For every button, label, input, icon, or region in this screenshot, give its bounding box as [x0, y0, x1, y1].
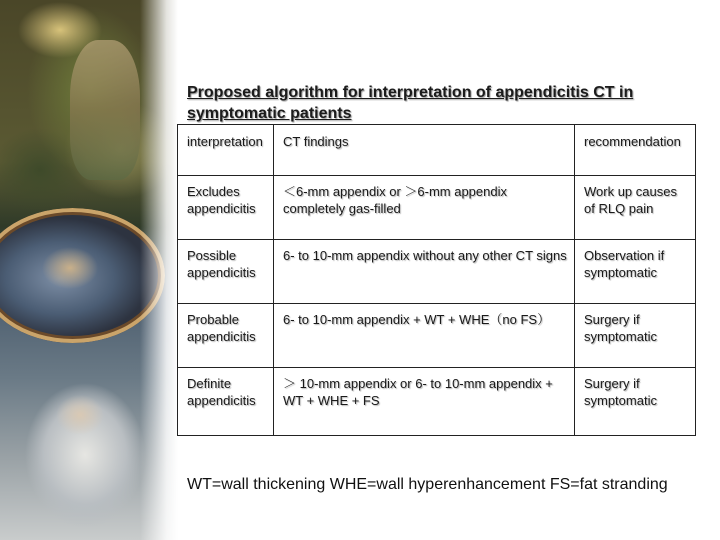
decorative-artwork [0, 0, 178, 540]
cell-ct-findings: ＞ 10-mm appendix or 6- to 10-mm appendix + WT + WHE + FS [274, 368, 575, 436]
cell-ct-findings: ＜6-mm appendix or ＞6-mm appendix completely gas-filled [274, 176, 575, 240]
cell-interpretation: Definite appendicitis [178, 368, 274, 436]
cell-recommendation: Work up causes of RLQ pain [575, 176, 696, 240]
cell-interpretation: Excludes appendicitis [178, 176, 274, 240]
cell-recommendation: Surgery if symptomatic [575, 304, 696, 368]
cell-interpretation: Possible appendicitis [178, 240, 274, 304]
algorithm-table [177, 124, 696, 436]
column-header-ct-findings: CT findings [274, 125, 575, 176]
table-row [178, 176, 696, 240]
cell-recommendation: Surgery if symptomatic [575, 368, 696, 436]
column-header-interpretation: interpretation [178, 125, 274, 176]
artwork-fairy-figure [70, 40, 140, 180]
artwork-angel-figure [10, 355, 160, 540]
column-header-recommendation: recommendation [575, 125, 696, 176]
slide-title: Proposed algorithm for interpretation of appendicitis CT in symptomatic patients [187, 84, 634, 122]
cell-ct-findings: 6- to 10-mm appendix without any other CT signs [274, 240, 575, 304]
cell-recommendation: Observation if symptomatic [575, 240, 696, 304]
table-row [178, 240, 696, 304]
artwork-fade-edge [140, 0, 178, 540]
table-row [178, 368, 696, 436]
cell-ct-findings: 6- to 10-mm appendix + WT + WHE（no FS） [274, 304, 575, 368]
abbreviations-footnote: WT=wall thickening WHE=wall hyperenhancement FS=fat stranding [187, 476, 668, 493]
table-header-row [178, 125, 696, 176]
cell-interpretation: Probable appendicitis [178, 304, 274, 368]
table-row [178, 304, 696, 368]
